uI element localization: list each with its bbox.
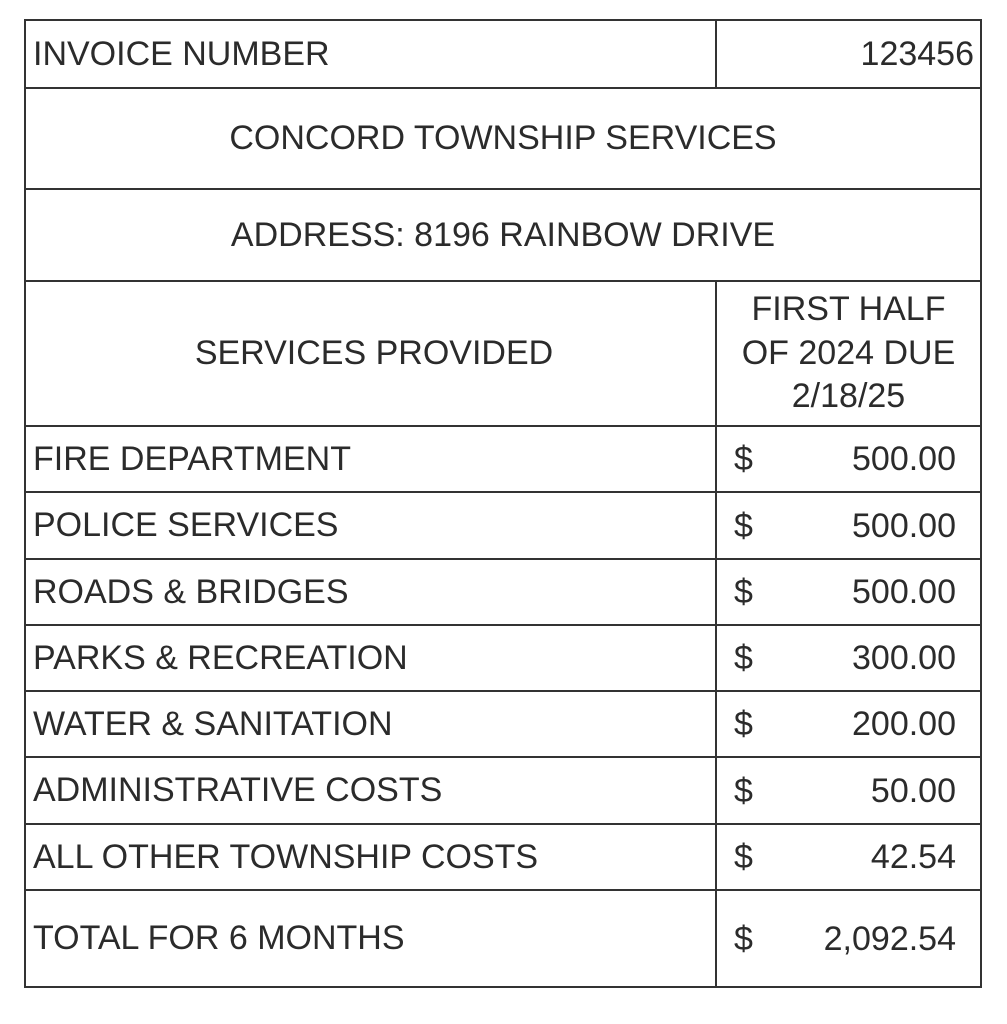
table-row — [26, 758, 980, 825]
service-amount: 300.00 — [852, 638, 956, 677]
address-row — [26, 190, 980, 282]
service-label: PARKS & RECREATION — [26, 626, 717, 690]
service-amount: 200.00 — [852, 704, 956, 743]
amount-cell — [717, 825, 980, 889]
currency-symbol: $ — [734, 837, 753, 876]
currency-symbol: $ — [734, 704, 753, 743]
table-row — [26, 692, 980, 758]
due-header-line: 2/18/25 — [791, 377, 906, 416]
currency-symbol: $ — [734, 572, 753, 611]
org-name: CONCORD TOWNSHIP SERVICES — [229, 119, 777, 158]
amount-cell — [717, 692, 980, 756]
table-row — [26, 427, 980, 493]
service-amount: 500.00 — [852, 506, 956, 545]
currency-symbol: $ — [734, 638, 753, 677]
org-name-row — [26, 89, 980, 190]
due-header-line: OF 2024 DUE — [741, 333, 956, 372]
amount-cell — [717, 758, 980, 823]
service-label: FIRE DEPARTMENT — [26, 427, 717, 491]
invoice-number-label: INVOICE NUMBER — [26, 21, 717, 87]
currency-symbol: $ — [734, 919, 753, 958]
currency-symbol: $ — [734, 771, 753, 810]
service-amount: 42.54 — [870, 837, 956, 876]
invoice-number-value: 123456 — [860, 34, 974, 73]
amount-cell — [717, 427, 980, 491]
header-row — [26, 282, 980, 427]
address: ADDRESS: 8196 RAINBOW DRIVE — [230, 215, 776, 254]
amount-cell — [717, 626, 980, 690]
service-label: POLICE SERVICES — [26, 493, 717, 558]
amount-cell — [717, 560, 980, 624]
table-row — [26, 493, 980, 560]
currency-symbol: $ — [734, 506, 753, 545]
services-header: SERVICES PROVIDED — [26, 282, 717, 425]
table-row — [26, 626, 980, 692]
table-row — [26, 825, 980, 891]
invoice-number-row — [26, 21, 980, 89]
currency-symbol: $ — [734, 439, 753, 478]
invoice-table — [24, 19, 982, 988]
total-amount: 2,092.54 — [823, 919, 956, 958]
service-label: WATER & SANITATION — [26, 692, 717, 756]
total-row — [26, 891, 980, 986]
total-amount-cell — [717, 891, 980, 986]
table-row — [26, 560, 980, 626]
service-label: ADMINISTRATIVE COSTS — [26, 758, 717, 823]
amount-cell — [717, 493, 980, 558]
due-header-line: FIRST HALF — [751, 290, 946, 329]
service-amount: 500.00 — [852, 439, 956, 478]
service-label: ALL OTHER TOWNSHIP COSTS — [26, 825, 717, 889]
service-amount: 500.00 — [852, 572, 956, 611]
service-amount: 50.00 — [870, 771, 956, 810]
total-label: TOTAL FOR 6 MONTHS — [26, 891, 717, 986]
due-header — [717, 282, 980, 425]
service-label: ROADS & BRIDGES — [26, 560, 717, 624]
